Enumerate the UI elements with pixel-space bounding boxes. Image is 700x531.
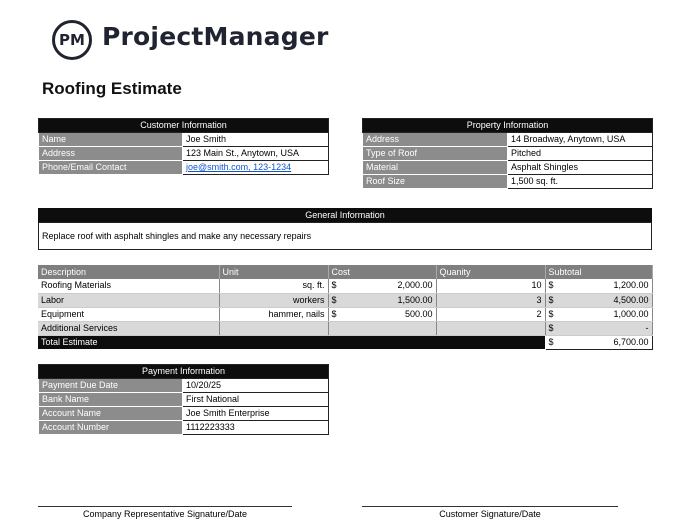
property-info-table <box>362 118 653 189</box>
subtotal-cell[interactable] <box>545 293 652 307</box>
general-info-header: General Information <box>38 208 652 222</box>
subtotal-value: 1,200.00 <box>613 280 649 291</box>
material-value[interactable]: Asphalt Shingles <box>508 161 653 175</box>
table-row <box>38 307 652 321</box>
property-address-label: Address <box>363 133 508 147</box>
material-label: Material <box>363 161 508 175</box>
unit-cell[interactable]: workers <box>219 293 328 307</box>
payment-info-table <box>38 364 329 435</box>
roof-type-label: Type of Roof <box>363 147 508 161</box>
roof-size-label: Roof Size <box>363 175 508 189</box>
property-address-value[interactable]: 14 Broadway, Anytown, USA <box>508 133 653 147</box>
subtotal-value: 1,000.00 <box>613 308 649 319</box>
currency-symbol: $ <box>548 280 554 291</box>
table-row <box>363 147 653 161</box>
description-cell[interactable]: Labor <box>38 293 219 307</box>
customer-signature-label: Customer Signature/Date <box>439 509 541 519</box>
general-info-text[interactable]: Replace roof with asphalt shingles and make any necessary repairs <box>38 222 652 250</box>
customer-info-header: Customer Information <box>39 119 329 133</box>
table-row <box>39 407 329 421</box>
logo-name: ProjectManager <box>102 22 329 51</box>
logo-mark: PM <box>52 20 92 60</box>
unit-cell[interactable]: hammer, nails <box>219 307 328 321</box>
bank-name-label: Bank Name <box>39 393 183 407</box>
table-row <box>39 379 329 393</box>
cost-value: 500.00 <box>404 308 433 319</box>
table-row <box>38 293 652 307</box>
payment-due-value[interactable]: 10/20/25 <box>183 379 329 393</box>
account-name-label: Account Name <box>39 407 183 421</box>
table-row <box>39 161 329 175</box>
company-signature-label: Company Representative Signature/Date <box>82 509 248 519</box>
cost-cell[interactable] <box>328 321 436 335</box>
cost-cell[interactable] <box>328 293 436 307</box>
account-number-label: Account Number <box>39 421 183 435</box>
customer-address-label: Address <box>39 147 183 161</box>
total-value: 6,700.00 <box>613 336 649 347</box>
document-title: Roofing Estimate <box>42 79 182 98</box>
total-label: Total Estimate <box>38 335 545 349</box>
property-info-header: Property Information <box>363 119 653 133</box>
column-header: Cost <box>328 265 436 279</box>
unit-cell[interactable]: sq. ft. <box>219 279 328 293</box>
cost-value: 2,000.00 <box>397 280 433 291</box>
currency-symbol: $ <box>548 294 554 305</box>
table-row <box>363 161 653 175</box>
cost-cell[interactable] <box>328 279 436 293</box>
quantity-cell[interactable]: 2 <box>436 307 545 321</box>
payment-info-header: Payment Information <box>39 365 329 379</box>
customer-address-value[interactable]: 123 Main St., Anytown, USA <box>183 147 329 161</box>
description-cell[interactable]: Equipment <box>38 307 219 321</box>
payment-due-label: Payment Due Date <box>39 379 183 393</box>
currency-symbol: $ <box>548 336 554 347</box>
subtotal-value: - <box>645 322 649 333</box>
column-header: Unit <box>219 265 328 279</box>
currency-symbol: $ <box>548 308 554 319</box>
table-row <box>39 133 329 147</box>
table-row <box>39 147 329 161</box>
column-header: Quanity <box>436 265 545 279</box>
subtotal-value: 4,500.00 <box>613 294 649 305</box>
account-name-value[interactable]: Joe Smith Enterprise <box>183 407 329 421</box>
cost-cell[interactable] <box>328 307 436 321</box>
customer-signature-line[interactable] <box>362 506 618 507</box>
cost-table-header <box>38 265 652 279</box>
currency-symbol: $ <box>548 322 554 333</box>
total-row <box>38 335 652 349</box>
table-row <box>39 421 329 435</box>
table-row <box>363 175 653 189</box>
table-row <box>39 393 329 407</box>
customer-name-value[interactable]: Joe Smith <box>183 133 329 147</box>
table-row <box>363 133 653 147</box>
subtotal-cell[interactable] <box>545 307 652 321</box>
bank-name-value[interactable]: First National <box>183 393 329 407</box>
account-number-value[interactable]: 1112223333 <box>183 421 329 435</box>
column-header: Description <box>38 265 219 279</box>
cost-table <box>38 265 653 350</box>
customer-contact-link[interactable]: joe@smith.com, 123-1234 <box>186 162 292 172</box>
customer-name-label: Name <box>39 133 183 147</box>
description-cell[interactable]: Additional Services <box>38 321 219 335</box>
roof-size-value[interactable]: 1,500 sq. ft. <box>508 175 653 189</box>
currency-symbol: $ <box>331 280 337 291</box>
quantity-cell[interactable] <box>436 321 545 335</box>
currency-symbol: $ <box>331 308 337 319</box>
description-cell[interactable]: Roofing Materials <box>38 279 219 293</box>
customer-contact-label: Phone/Email Contact <box>39 161 183 175</box>
quantity-cell[interactable]: 10 <box>436 279 545 293</box>
company-signature-line[interactable] <box>38 506 292 507</box>
currency-symbol: $ <box>331 294 337 305</box>
customer-info-table <box>38 118 329 175</box>
total-cell[interactable] <box>545 335 652 349</box>
quantity-cell[interactable]: 3 <box>436 293 545 307</box>
unit-cell[interactable] <box>219 321 328 335</box>
table-row <box>38 279 652 293</box>
table-row <box>38 321 652 335</box>
roof-type-value[interactable]: Pitched <box>508 147 653 161</box>
column-header: Subtotal <box>545 265 652 279</box>
cost-value: 1,500.00 <box>397 294 433 305</box>
subtotal-cell[interactable] <box>545 279 652 293</box>
subtotal-cell[interactable] <box>545 321 652 335</box>
